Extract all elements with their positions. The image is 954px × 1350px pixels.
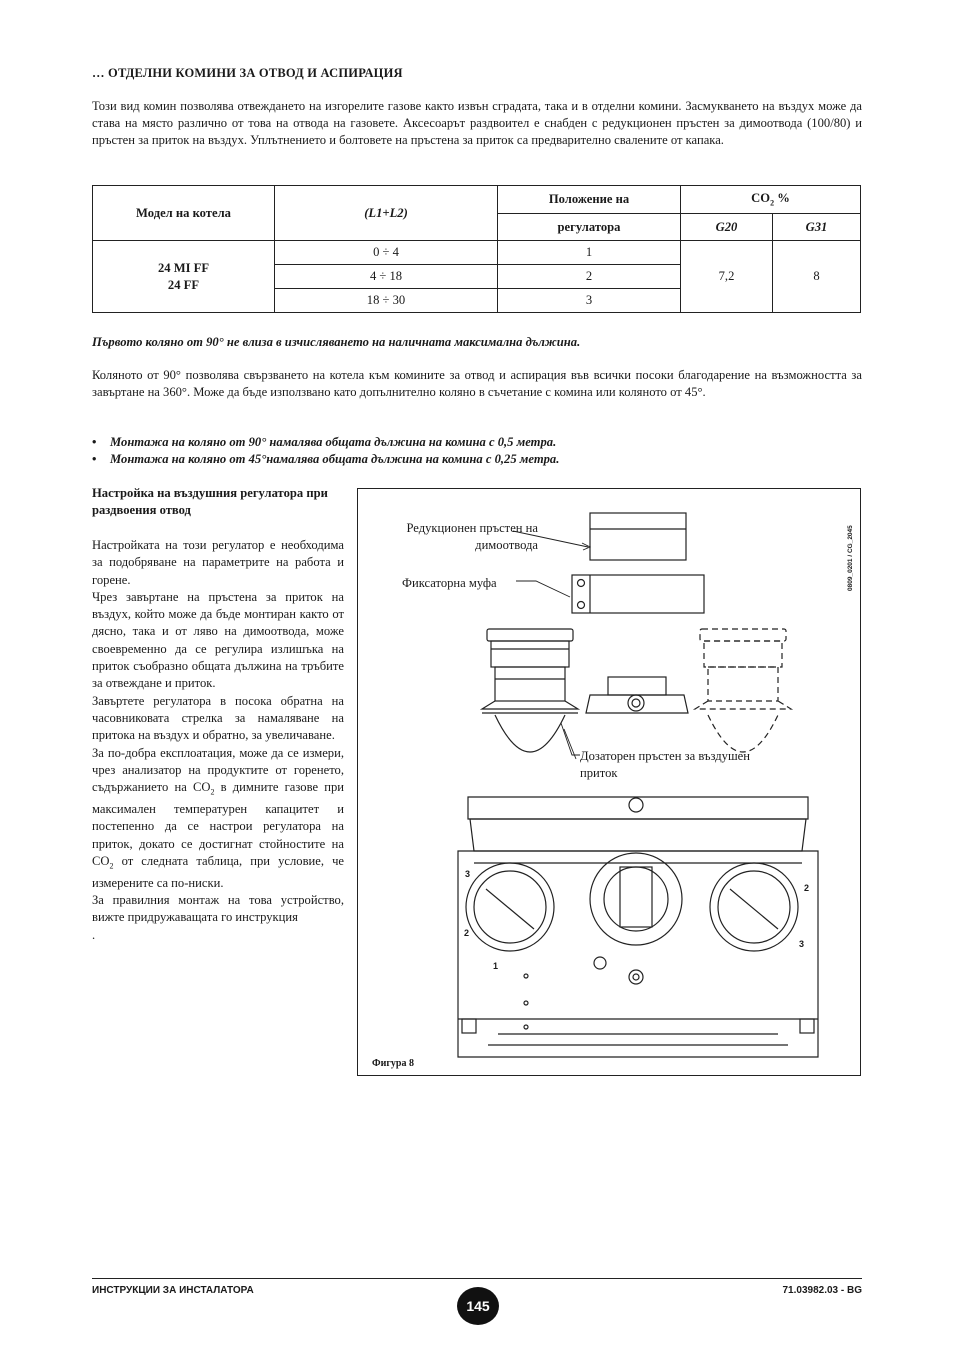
header-length: (L1+L2): [275, 186, 498, 241]
spec-table: [92, 185, 861, 313]
note-first-elbow: Първото коляно от 90° не влиза в изчисляването на наличната максимална дължина.: [92, 335, 581, 349]
header-g20: G20: [681, 214, 773, 241]
bullet-item: • Монтажа на коляно от 90° намалява общата дължина на комина с 0,5 метра.: [92, 434, 559, 451]
figure-code: 0809_0201 / CG_2045: [847, 525, 854, 591]
position-mark: 2: [464, 928, 470, 938]
flue-assembly-right: [695, 629, 791, 752]
column-paragraph: Чрез завъртане на пръстена за приток на въздух, който може да бъде монтиран както от дясно, така и от ляво на димоотвода, може своевременно да се регулира излишъка на приток съобразно общата дължина на тръбите за отвеждане и приток.: [92, 589, 344, 691]
page-number: 145: [457, 1287, 499, 1325]
figure-8: [357, 488, 861, 1076]
column-paragraph: За по-добра експлоатация, може да се измери, чрез анализатор на продуктите от горенето, съдържанието на $CO_2$ в димните газове при максимален температурен капацитет и постепенно да се настрои регулатора на приток, докато се достигнат стойностите на $CO_2$ от следната таблица, при условие, че измерените са по-ниски.: [92, 745, 344, 890]
position-mark: 1: [493, 961, 499, 971]
position-cell: 3: [498, 289, 681, 313]
footer-left: ИНСТРУКЦИИ ЗА ИНСТАЛАТОРА: [92, 1285, 254, 1296]
length-cell: 18 ÷ 30: [275, 289, 498, 313]
header-position-line1: Положение на: [498, 186, 681, 214]
label-reducer-ring: Редукционен пръстен на димоотвода: [406, 521, 538, 552]
boiler-top-drawing: [458, 797, 818, 1057]
subheading: Настройка на въздушния регулатора при раздвоения отвод: [92, 486, 328, 517]
flue-assembly-left: [482, 629, 578, 759]
footer-rule: [92, 1278, 862, 1279]
section-heading: … ОТДЕЛНИ КОМИНИ ЗА ОТВОД И АСПИРАЦИЯ: [92, 66, 403, 80]
header-g31: G31: [773, 214, 861, 241]
column-paragraph: За правилния монтаж на това устройство, вижте придружаващата го инструкция: [92, 892, 344, 925]
position-cell: 2: [498, 265, 681, 289]
regulator-text-column: [92, 537, 344, 944]
reducer-ring-drawing: [513, 513, 686, 560]
position-mark: 3: [799, 939, 805, 949]
dosing-ring-drawing: [586, 677, 688, 713]
g31-value: 8: [773, 241, 861, 313]
footer-right: 71.03982.03 - BG: [782, 1285, 862, 1296]
label-fixing-sleeve: Фиксаторна муфа: [402, 576, 497, 590]
column-paragraph: .: [92, 927, 96, 942]
intro-paragraph: Този вид комин позволява отвеждането на изгорелите газове както извън сградата, така и в отделни комини. Засмукването на въздух може да става на място различно от това на отвода на газовете. Аксесоарът раздвоител е снабден с редукционен пръстен за димоотвода (100/80) и пръстен за приток на въздух. Уплътнението и болтовете на пръстена за приток са предварително свалените от капака.: [92, 99, 862, 147]
header-position-line2: регулатора: [498, 214, 681, 241]
elbow-paragraph: Коляното от 90° позволява свързването на котела към комините за отвод и аспирация във всички посоки благодарение на възможността за завъртане на 360°. Може да бъде използвано като допълнително коляно в съчетание с комина или коляното от 45°.: [92, 368, 862, 399]
fixing-sleeve-drawing: [516, 575, 704, 613]
column-paragraph: Настройката на този регулатор е необходима за подобряване на параметрите на работа и горене.: [92, 538, 344, 587]
header-co2: $CO_2$ %: [681, 186, 861, 214]
position-mark: 2: [804, 883, 810, 893]
position-mark: 3: [465, 869, 471, 879]
label-dosing-ring: Дозаторен пръстен за въздушен приток: [580, 749, 750, 780]
header-model: Модел на котела: [93, 186, 275, 241]
g20-value: 7,2: [681, 241, 773, 313]
model-cell: 24 MI FF 24 FF: [93, 241, 275, 313]
figure-caption: Фигура 8: [372, 1058, 414, 1069]
length-cell: 4 ÷ 18: [275, 265, 498, 289]
length-cell: 0 ÷ 4: [275, 241, 498, 265]
bullet-item: • Монтажа на коляно от 45°намалява общата дължина на комина с 0,25 метра.: [92, 451, 559, 468]
bullet-list: [92, 434, 559, 468]
column-paragraph: Завъртете регулатора в посока обратна на часовниковата стрелка за намаляване на притока на въздух и обратно, за увеличаване.: [92, 693, 344, 743]
position-cell: 1: [498, 241, 681, 265]
